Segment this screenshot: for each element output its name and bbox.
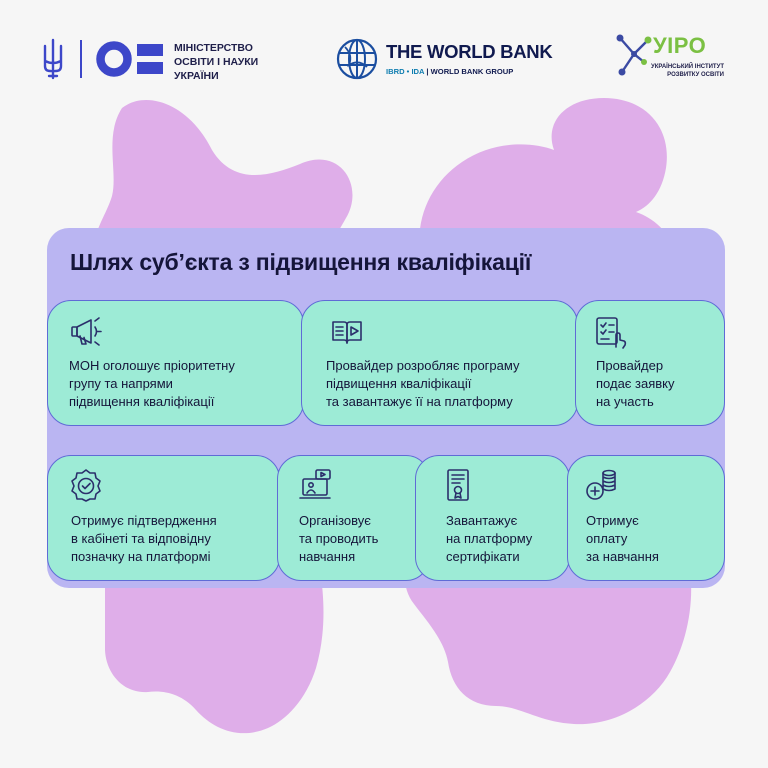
step-card (301, 300, 578, 426)
step-card (567, 455, 725, 581)
open-book-icon (330, 315, 364, 349)
laptop-training-icon (299, 468, 333, 502)
step-text: МОН оголошує пріоритетну групу та напрями підвищення кваліфікації (69, 358, 235, 409)
logo-strip (0, 0, 768, 100)
step-card (575, 300, 725, 426)
right-bottom-blob (405, 570, 691, 724)
uipo-name: УІРО (653, 33, 707, 58)
step-text: Провайдер розробляє програму підвищення кваліфікації та завантажує її на платформу (326, 358, 520, 409)
logo-divider (80, 40, 82, 78)
worldbank-subtitle (386, 67, 513, 76)
globe-icon (335, 37, 379, 81)
step-card (47, 455, 280, 581)
worldbank-title: THE WORLD BANK (386, 41, 553, 62)
coins-icon (584, 468, 618, 502)
step-text: Отримує оплату за навчання (586, 513, 659, 564)
step-text: Завантажує на платформу сертифікати (446, 513, 533, 564)
mon-logo-text: МІНІСТЕРСТВО ОСВІТИ І НАУКИ УКРАЇНИ (174, 42, 259, 82)
worldbank-group: WORLD BANK GROUP (430, 67, 514, 76)
trident-icon (41, 38, 65, 80)
worldbank-sub-divider: | (426, 67, 431, 76)
certificate-icon (442, 468, 476, 502)
step-text: Провайдер подає заявку на участь (596, 358, 675, 409)
uipo-subtitle: УКРАЇНСЬКИЙ ІНСТИТУТ РОЗВИТКУ ОСВІТИ (650, 64, 724, 78)
worldbank-ibrd: IBRD • IDA (386, 67, 425, 76)
badge-check-icon (69, 468, 103, 502)
step-card (277, 455, 430, 581)
megaphone-icon (69, 315, 103, 349)
page-title: Шлях суб’єкта з підвищення кваліфікації (70, 249, 532, 275)
step-card (47, 300, 304, 426)
left-bottom-blob (105, 570, 323, 733)
step-card (415, 455, 570, 581)
step-text: Організовує та проводить навчання (299, 513, 379, 564)
checklist-icon (594, 315, 628, 349)
mon-logo-icon (95, 40, 165, 78)
step-text: Отримує підтвердження в кабінеті та відповідну позначку на платформі (71, 513, 217, 564)
